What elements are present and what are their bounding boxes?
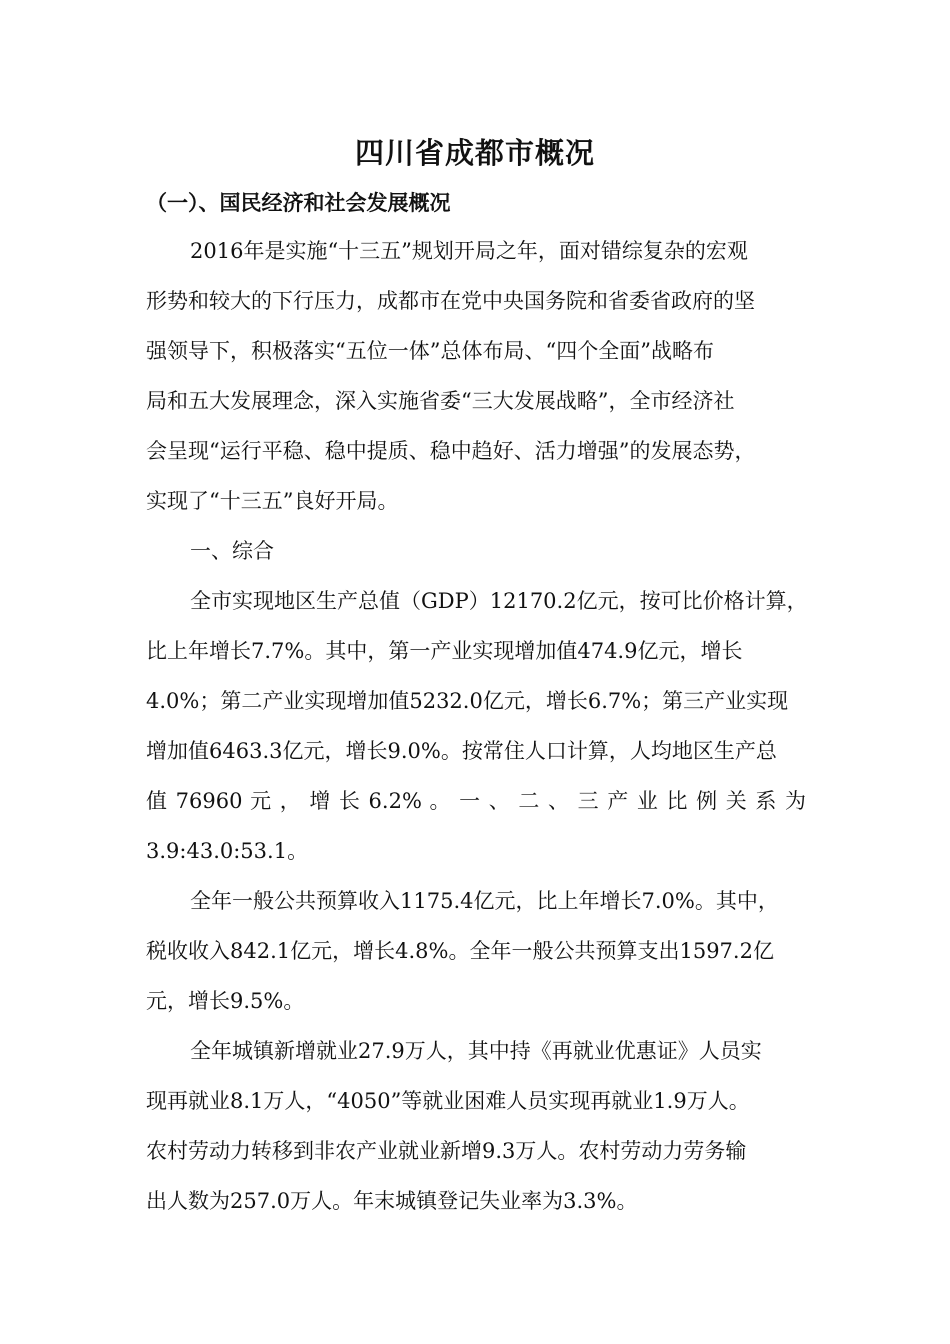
paragraph-line: 出人数为257.0万人。年末城镇登记失业率为3.3%。 [146, 1189, 638, 1213]
paragraph-line: 3.9:43.0:53.1。 [146, 839, 309, 863]
paragraph-line: 现再就业8.1万人，“4050”等就业困难人员实现再就业1.9万人。 [146, 1089, 750, 1113]
paragraph-line: 实现了“十三五”良好开局。 [146, 489, 399, 513]
paragraph-line: 会呈现“运行平稳、稳中提质、稳中趋好、活力增强”的发展态势， [146, 439, 756, 463]
paragraph-line: 2016年是实施“十三五”规划开局之年，面对错综复杂的宏观 [190, 239, 748, 263]
paragraph-line: 局和五大发展理念，深入实施省委“三大发展战略”，全市经济社 [146, 389, 735, 413]
section-heading: （一）、国民经济和社会发展概况 [146, 191, 451, 215]
paragraph-line: 元，增长9.5%。 [146, 989, 305, 1013]
paragraph-budget [146, 876, 806, 1026]
paragraph-line: 全年一般公共预算收入1175.4亿元，比上年增长7.0%。其中， [190, 889, 779, 913]
paragraph-gdp [146, 576, 806, 876]
paragraph-line: 税收收入842.1亿元，增长4.8%。全年一般公共预算支出1597.2亿 [146, 939, 774, 963]
paragraph-line: 4.0%；第二产业实现增加值5232.0亿元，增长6.7%；第三产业实现 [146, 689, 789, 713]
paragraph-line: 形势和较大的下行压力，成都市在党中央国务院和省委省政府的坚 [146, 289, 755, 313]
paragraph-employment [146, 1026, 806, 1226]
paragraph-line: 值 76960 元 ， 增 长 6.2% 。 一 、 二 、 三 产 业 比 例 关 系 为 [146, 789, 806, 813]
paragraph-line: 增加值6463.3亿元，增长9.0%。按常住人口计算，人均地区生产总 [146, 739, 777, 763]
subsection-heading [146, 526, 806, 576]
paragraph-line: 强领导下，积极落实“五位一体”总体布局、“四个全面”战略布 [146, 339, 714, 363]
subsection-heading-text: 一、综合 [190, 539, 274, 563]
paragraph-line: 农村劳动力转移到非农产业就业新增9.3万人。农村劳动力劳务输 [146, 1139, 747, 1163]
paragraph-line: 全年城镇新增就业27.9万人，其中持《再就业优惠证》人员实 [190, 1039, 762, 1063]
paragraph-line: 比上年增长7.7%。其中，第一产业实现增加值474.9亿元，增长 [146, 639, 743, 663]
paragraph-line: 全市实现地区生产总值（GDP）12170.2亿元，按可比价格计算， [190, 589, 808, 613]
page-title: 四川省成都市概况 [354, 136, 595, 170]
paragraph-overview [146, 226, 806, 526]
